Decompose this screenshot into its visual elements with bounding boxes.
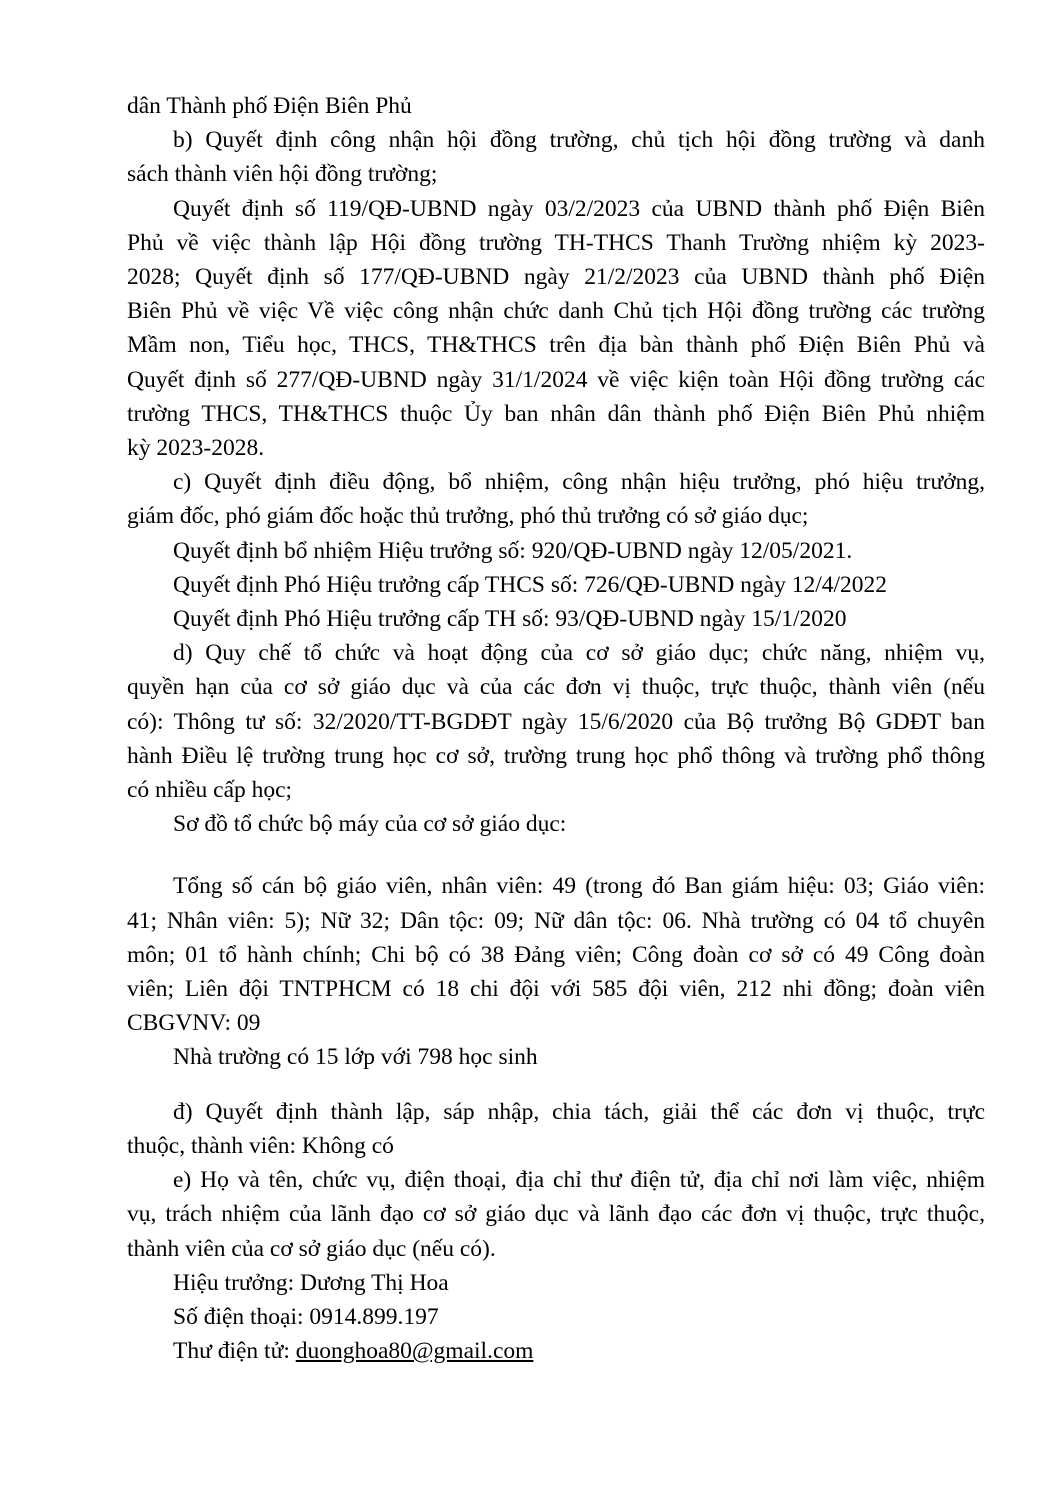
text-line: Quyết định Phó Hiệu trưởng cấp THCS số: 726/QĐ-UBND ngày 12/4/2022 [173, 571, 888, 598]
text-line: 2028; Quyết định số 177/QĐ-UBND ngày 21/2/2023 của UBND thành phố Điện [127, 264, 985, 291]
text-line: Nhà trường có 15 lớp với 798 học sinh [173, 1044, 538, 1071]
paragraph-email [127, 1334, 985, 1368]
text-line: Biên Phủ về việc Về việc công nhận chức danh Chủ tịch Hội đồng trường các trường [127, 298, 985, 325]
paragraph-decision-principal [127, 534, 985, 568]
text-line: Quyết định bổ nhiệm Hiệu trưởng số: 920/QĐ-UBND ngày 12/05/2021. [173, 537, 853, 564]
text-line: vụ, trách nhiệm của lãnh đạo cơ sở giáo dục và lãnh đạo các đơn vị thuộc, trực thuộc, [127, 1201, 985, 1228]
text-line: thuộc, thành viên: Không có [127, 1132, 394, 1159]
text-line: thành viên của cơ sở giáo dục (nếu có). [127, 1235, 496, 1262]
text-line: e) Họ và tên, chức vụ, điện thoại, địa chỉ thư điện tử, địa chỉ nơi làm việc, nhiệm [173, 1167, 985, 1194]
text-line: d) Quy chế tổ chức và hoạt động của cơ sở giáo dục; chức năng, nhiệm vụ, [173, 640, 985, 667]
email-label: Thư điện tử: [173, 1338, 296, 1365]
paragraph-principal-name [127, 1266, 985, 1300]
text-line: Số điện thoại: 0914.899.197 [173, 1303, 439, 1330]
paragraph-item-b [127, 123, 985, 191]
paragraph-phone-number [127, 1300, 985, 1334]
text-line: 41; Nhân viên: 5); Nữ 32; Dân tộc: 09; Nữ dân tộc: 06. Nhà trường có 04 tổ chuyên [127, 907, 985, 934]
text-line: Hiệu trưởng: Dương Thị Hoa [173, 1269, 449, 1296]
text-line: có): Thông tư số: 32/2020/TT-BGDĐT ngày 15/6/2020 của Bộ trưởng Bộ GDĐT ban [127, 708, 985, 735]
paragraph-classes-students [127, 1040, 985, 1074]
text-line: có nhiều cấp học; [127, 777, 293, 804]
text-line: CBGVNV: 09 [127, 1010, 261, 1037]
text-line: Quyết định Phó Hiệu trưởng cấp TH số: 93/QĐ-UBND ngày 15/1/2020 [173, 606, 847, 633]
text-line: Sơ đồ tổ chức bộ máy của cơ sở giáo dục: [173, 811, 567, 838]
paragraph-decisions-establishment [127, 192, 985, 466]
paragraph-org-chart [127, 807, 985, 841]
paragraph-decision-vice-principal-thcs [127, 568, 985, 602]
paragraph-staff-summary [127, 869, 985, 1040]
paragraph-item-dd [127, 1095, 985, 1163]
text-line: b) Quyết định công nhận hội đồng trường, chủ tịch hội đồng trường và danh [173, 127, 985, 154]
text-line: quyền hạn của cơ sở giáo dục và của các đơn vị thuộc, trực thuộc, thành viên (nếu [127, 674, 985, 701]
text-line: hành Điều lệ trường trung học cơ sở, trường trung học phổ thông và trường phổ thông [127, 742, 985, 769]
paragraph-item-d [127, 636, 985, 807]
text-line: Quyết định số 277/QĐ-UBND ngày 31/1/2024 về việc kiện toàn Hội đồng trường các [127, 366, 985, 393]
document-body [127, 89, 985, 1368]
paragraph-decision-vice-principal-th [127, 602, 985, 636]
text-line: sách thành viên hội đồng trường; [127, 161, 438, 188]
text-line: Mầm non, Tiểu học, THCS, TH&THCS trên địa bàn thành phố Điện Biên Phủ và [127, 332, 985, 359]
text-line: Quyết định số 119/QĐ-UBND ngày 03/2/2023 của UBND thành phố Điện Biên [173, 195, 985, 222]
text-line: dân Thành phố Điện Biên Phủ [127, 93, 412, 119]
text-line: c) Quyết định điều động, bổ nhiệm, công nhận hiệu trưởng, phó hiệu trưởng, [173, 469, 985, 496]
text-line: Tổng số cán bộ giáo viên, nhân viên: 49 (trong đó Ban giám hiệu: 03; Giáo viên: [173, 873, 985, 900]
text-line: đ) Quyết định thành lập, sáp nhập, chia tách, giải thể các đơn vị thuộc, trực [173, 1098, 985, 1125]
text-line: môn; 01 tổ hành chính; Chi bộ có 38 Đảng viên; Công đoàn cơ sở có 49 Công đoàn [127, 941, 985, 968]
text-line: Phủ về việc thành lập Hội đồng trường TH-THCS Thanh Trường nhiệm kỳ 2023- [127, 229, 985, 256]
email-link[interactable]: duonghoa80@gmail.com [295, 1338, 534, 1365]
paragraph-item-e [127, 1163, 985, 1266]
text-line: kỳ 2023-2028. [127, 435, 265, 462]
text-line: giám đốc, phó giám đốc hoặc thủ trưởng, phó thủ trưởng có sở giáo dục; [127, 503, 809, 530]
text-line: viên; Liên đội TNTPHCM có 18 chi đội với 585 đội viên, 212 nhi đồng; đoàn viên [127, 976, 985, 1003]
text-line: trường THCS, TH&THCS thuộc Ủy ban nhân dân thành phố Điện Biên Phủ nhiệm [127, 400, 985, 427]
paragraph-continuation [127, 89, 985, 123]
paragraph-item-c [127, 465, 985, 533]
email-line [127, 1334, 985, 1368]
